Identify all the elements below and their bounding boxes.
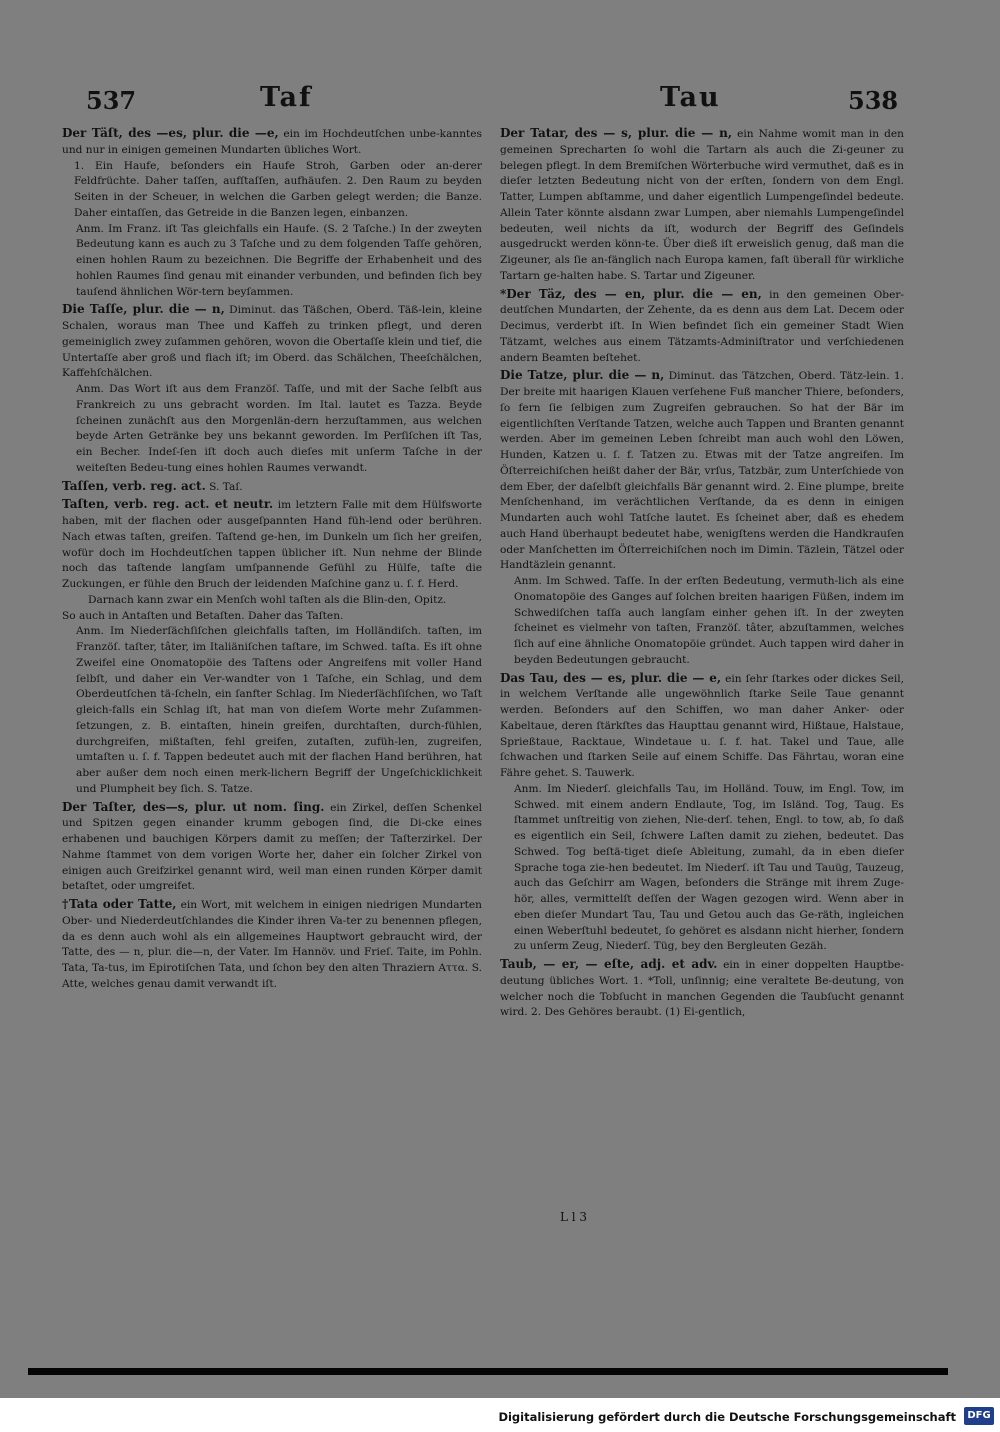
page-number-left: 537 bbox=[86, 86, 137, 115]
entry-headword: Taſten, verb. reg. act. et neutr. bbox=[62, 497, 274, 512]
dictionary-entry bbox=[62, 897, 482, 993]
entry-text: in den gemeinen Ober-deutſchen Mundarten, der Zehente, da es denn aus dem Lat. Decem oder Decimus, verderbt iſt. In Wien befindet ſich ein gemeiner Stadt Wien Tätzamt, welches aus einem Tätzamts-Adminiſtrator und verſchiedenen andern Beamten beſtehet. bbox=[500, 288, 904, 364]
entry-headword: Die Tatze, plur. die — n, bbox=[500, 368, 665, 383]
dictionary-entry bbox=[500, 957, 904, 1021]
entry-text: ein im Hochdeutſchen unbe-kanntes und nur in einigen gemeinen Mundarten übliches Wort. bbox=[62, 128, 482, 156]
entry-quote: Darnach kann zwar ein Menſch wohl taſten als die Blin-den, Opitz. bbox=[88, 593, 447, 606]
entry-text: ein Zirkel, deſſen Schenkel und Spitzen gegen einander krumm gebogen ſind, die Di-cke eines erhabenen und bauchigen Körpers damit zu meſſen; der Taſterzirkel. Der Nahme ſtammet von dem vorigen Worte her, daher ein ſolcher Zirkel von einigen auch Greifzirkel genannt wird, weil man einen runden Körper damit betaſtet, oder umgreifet. bbox=[62, 801, 482, 893]
entry-text: S. Taſ. bbox=[209, 480, 243, 493]
left-column bbox=[62, 126, 482, 1226]
entry-headword: Das Tau, des — es, plur. die — e, bbox=[500, 670, 722, 685]
running-head-right: Tau bbox=[660, 82, 721, 113]
page-number-right: 538 bbox=[848, 86, 899, 115]
dictionary-entry bbox=[500, 368, 904, 668]
entry-note: Anm. Im Schwed. Taſſe. In der erſten Bedeutung, vermuth-lich als eine Onomatopöie des Ganges auf ſolchen breiten haarigen Füßen, indem im Schwediſchen taſſa auch langſam einher gehen iſt. In der zweyten ſcheinet es vielmehr von taſten, Franzöſ. tâter, abzuſtammen, welches ſich auf eine ähnliche Onomatopöie gründet. Auch tappen wird daher in beyden Bedeutungen gebraucht. bbox=[514, 575, 904, 666]
entry-headword: *Der Täz, des — en, plur. die — en, bbox=[500, 286, 762, 301]
funding-credit: Digitalisierung gefördert durch die Deutsche Forschungsgemeinschaft bbox=[498, 1410, 956, 1424]
dictionary-entry bbox=[62, 800, 482, 896]
dictionary-entry bbox=[500, 287, 904, 367]
entry-note: Anm. Das Wort iſt aus dem Franzöſ. Taſſe, und mit der Sache ſelbſt aus Frankreich zu uns gebracht worden. Im Ital. lautet es Tazza. Beyde ſcheinen zunächſt aus den Morgenlän-dern herzuſtammen, aus welchen beyde Arten Getränke bey uns bekannt geworden. Im Perſiſchen iſt Tas, ein Becher. Indeſ-ſen iſt doch auch dieſes mit unſerm Taſche in der weiteſten Bedeu-tung eines hohlen Raumes verwandt. bbox=[76, 383, 482, 474]
entry-headword: Der Taſter, des—s, plur. ut nom. ſing. bbox=[62, 799, 325, 814]
entry-note: Anm. Im Niederſächſiſchen gleichfalls taſten, im Holländiſch. taſten, im Franzöſ. taſter, tâter, im Italiäniſchen taſtare, im Schwed. taſta. Es iſt ohne Zweifel eine Onomatopöie des Taſtens oder Angreifens mit voller Hand ſelbſt, und daher ein Ver-wandter von 1 Taſche, ein Schlag, und dem Oberdeutſchen tä-ſcheln, ein ſanfter Schlag. Im Niederſächſiſchen, wo Taſt gleich-falls ein Schlag iſt, hat man von dieſem Worte mehr Zuſammen-ſetzungen, z. B. eintaſten, hinein greifen, durchtaſten, durch-fühlen, durchgreifen, mißtaſten, fehl greifen, zutaſten, zufüh-len, zugreifen, umtaſten u. ſ. f. Tappen bedeutet auch mit der flachen Hand berühren, hat aber außer dem noch einen merk-lichern Begriff der Ungeſchicklichkeit und Plumpheit bey ſich. S. Tatze. bbox=[76, 625, 482, 795]
entry-note: Anm. Im Niederſ. gleichfalls Tau, im Holländ. Touw, im Engl. Tow, im Schwed. mit einem andern Endlaute, Tog, im Isländ. Tog, Taug. Es ſtammet unſtreitig von ziehen, Nie-derſ. tehen, Engl. to tow, ab, ſo daß es eigentlich ein Seil, ſchwere Laſten damit zu ziehen, bedeutet. Das Schwed. Tog beſtä-tiget dieſe Ableitung, zumahl, da in eben dieſer Sprache toga zie-hen bedeutet. Im Niederſ. iſt Tau und Tauüg, Tauzeug, auch das Geſchirr am Wagen, beſonders die Stränge mit ihrem Zuge-hör, alles, vermittelſt deſſen der Wagen gezogen wird. Wenn aber in eben dieſer Mundart Tau, Tau und Getou auch das Ge-räth, ingleichen einen Weberſtuhl bedeutet, ſo gehöret es alsdann nicht hierher, ſondern zu unſerm Zeug, Niederſ. Tüg, bey den Bergleuten Gezäh. bbox=[514, 782, 904, 953]
dfg-logo-icon: DFG bbox=[964, 1407, 994, 1425]
entry-headword: Der Täſt, des —es, plur. die —e, bbox=[62, 126, 279, 140]
entry-text: Diminut. das Tätzchen, Oberd. Tätz-lein. 1. Der breite mit haarigen Klauen verſehene Fuß mancher Thiere, beſonders, ſo fern ſie ſelbigen zum Zugreifen gebrauchen. So hat der Bär im eigentlichſten Verſtande Tatzen, welche auch Tappen und Branten genannt werden. Aber im gemeinen Leben ſchreibt man auch wohl den Löwen, Hunden, Katzen u. ſ. f. Tatzen zu. Etwas mit der Tatze angreifen. Im Öſterreichiſchen heißt daher der Bär, vrſus, Tatzbär, zum Unterſchiede von dem Eber, der daſelbſt gleichfalls Bär genannt wird. 2. Eine plumpe, breite Menſchenhand, im verächtlichen Verſtande, da es denn in einigen Mundarten auch wohl Tatſche lautet. Es ſcheinet aber, daß es ehedem auch Hand überhaupt bedeutet habe, wenigſtens werden die Handkrauſen oder Manſchetten im Öſterreichiſchen noch im Dimin. Täzlein, Tätzel oder Handtäzlein genannt. bbox=[500, 370, 904, 572]
entry-headword: Taub, — er, — eſte, adj. et adv. bbox=[500, 957, 718, 971]
entry-text: ein in einer doppelten Hauptbe-deutung übliches Wort. 1. *Toll, unſinnig; eine veraltete Be-deutung, von welcher noch die Tobſucht in manchen Gegenden die Taubſucht genannt wird. 2. Des Gehöres beraubt. (1) Ei-gentlich, bbox=[500, 959, 904, 1019]
entry-text: im letztern Falle mit dem Hülfsworte haben, mit der flachen oder ausgeſpannten Hand füh-lend oder berühren. Nach etwas taſten, greifen. Taſtend ge-hen, im Dunkeln um ſich her greifen, wofür doch im Hochdeutſchen tappen üblicher iſt. Nun nehme der Blinde noch das taſtende langſam umſpannende Gefühl zu Hülfe, taſte die Zuckungen, er fühle den Bruch der leidenden Maſchine ganz u. ſ. f. Herd. bbox=[62, 499, 482, 590]
footer-bar bbox=[0, 1398, 1000, 1432]
entry-text: ein ſehr ſtarkes oder dickes Seil, in welchem Verſtande alle ungewöhnlich ſtarke Seile Taue genannt werden. Beſonders auf den Schiffen, wo man daher Anker- oder Kabeltaue, deren ſtärkſtes das Haupttau genannt wird, Hißtaue, Halstaue, Sprießtaue, Racktaue, Windetaue u. ſ. f. hat. Takel und Taue, alle ſchwachen und ſtarken Seile auf einem Schiffe. Das Fährtau, woran eine Fähre gehet. S. Tauwerk. bbox=[500, 672, 904, 779]
entry-text: ein Wort, mit welchem in einigen niedrigen Mundarten Ober- und Niederdeutſchlandes die Kinder ihren Va-ter zu benennen pflegen, da es denn auch wohl als ein allgemeines Hauptwort gebraucht wird, der Tatte, des — n, plur. die—n, der Vater. Im Hannöv. und Frieſ. Taite, im Pohln. Tata, Ta-tus, im Epirotiſchen Tata, und ſchon bey den alten Thraziern Αττα. S. Atte, welches genau damit verwandt iſt. bbox=[62, 899, 482, 990]
entry-headword: Der Tatar, des — s, plur. die — n, bbox=[500, 126, 733, 140]
entry-text: 1. Ein Haufe, beſonders ein Haufe Stroh, Garben oder an-derer Feldfrüchte. Daher taſſen, aufſtaſſen, aufhäufen. 2. Den Raum zu beyden Seiten in der Scheuer, in welchen die Garben gelegt werden; die Banze. Daher eintaſſen, das Getreide in die Banzen legen, einbanzen. bbox=[74, 159, 482, 219]
dictionary-entry bbox=[62, 497, 482, 797]
entry-headword: †Tata oder Tatte, bbox=[62, 897, 177, 911]
signature-mark: L l 3 bbox=[560, 1210, 588, 1224]
entry-headword: Die Taſſe, plur. die — n, bbox=[62, 302, 225, 317]
entry-note: Anm. Im Franz. iſt Tas gleichfalls ein Haufe. (S. 2 Taſche.) In der zweyten Bedeutung kann es auch zu 3 Taſche und zu dem folgenden Taſſe gehören, einen hohlen Raum zu bezeichnen. Die Begriffe der Erhabenheit und des hohlen Raumes ſind genau mit einander verbunden, und befinden ſich bey tauſend ähnlichen Wör-tern beyſammen. bbox=[76, 222, 482, 298]
dictionary-entry bbox=[62, 302, 482, 476]
entry-text: Diminut. das Täßchen, Oberd. Täß-lein, kleine Schalen, woraus man Thee und Kaffeh zu trinken pflegt, und deren gemeiniglich zwey zuſammen gehören, wovon die Obertaſſe klein und tief, die Untertaſſe aber groß und flach iſt; im Oberd. das Schälchen, Theeſchälchen, Kaffehſchälchen. bbox=[62, 304, 482, 380]
dictionary-entry bbox=[500, 671, 904, 956]
dictionary-entry bbox=[62, 479, 482, 496]
running-head-left: Taf bbox=[260, 82, 313, 113]
right-column bbox=[500, 126, 904, 1226]
entry-text: So auch in Antaſten und Betaſten. Daher das Taſten. bbox=[62, 609, 344, 622]
entry-text: ein Nahme womit man in den gemeinen Sprecharten ſo wohl die Tartarn als auch die Zi-geuner zu belegen pflegt. In dem Bremiſchen Wörterbuche wird vermuthet, daß es in dieſer letzten Bedeutung nicht von der erſten, ſondern von dem Engl. Tatter, Lumpen abſtamme, und daher eigentlich Lumpengeſindel bedeute. Allein Tater könnte alsdann zwar Lumpen, aber niemahls Lumpengeſindel bedeuten, weil nichts da iſt, wodurch der Begriff des Geſindels ausgedruckt werden könn-te. Über dieß iſt erweislich genug, daß man die Zigeuner, als ſie an-fänglich nach Europa kamen, faſt überall für wirkliche Tartarn ge-halten habe. S. Tartar und Zigeuner. bbox=[500, 128, 904, 282]
dictionary-entry bbox=[62, 126, 482, 300]
page-header bbox=[60, 82, 900, 122]
entry-headword: Taſſen, verb. reg. act. bbox=[62, 478, 206, 493]
dictionary-entry bbox=[500, 126, 904, 285]
page-edge-shadow bbox=[28, 1368, 948, 1375]
